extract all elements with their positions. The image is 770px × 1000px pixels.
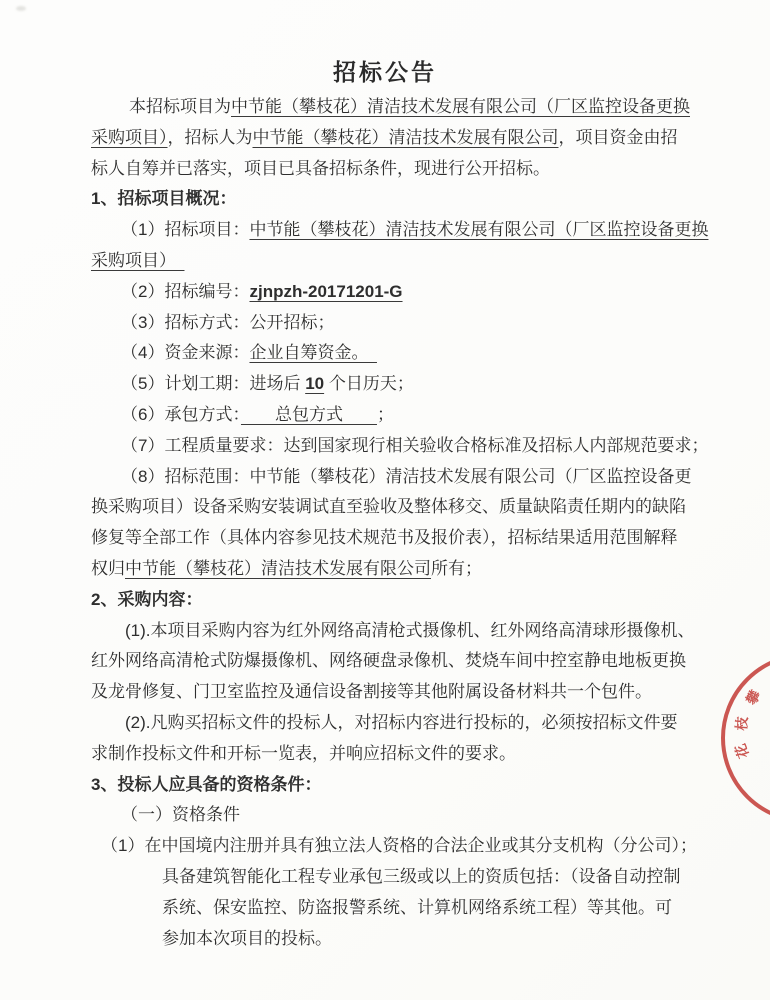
- text-segment: 换采购项目）设备采购安装调试直至验收及整体移交、质量缺陷责任期内的缺陷: [91, 497, 686, 517]
- text-segment: (1).本项目采购内容为红外网络高清枪式摄像机、红外网络高清球形摄像机、: [125, 620, 695, 640]
- text-line: [91, 431, 709, 462]
- text-line: [91, 800, 703, 831]
- text-segment: 2、采购内容：: [91, 589, 203, 609]
- text-line: [91, 677, 703, 708]
- text-segment: 3、投标人应具备的资格条件：: [91, 774, 322, 794]
- text-segment: 1、招标项目概况：: [91, 189, 237, 209]
- text-line: [91, 708, 703, 739]
- text-line: [91, 154, 703, 185]
- text-line: [91, 92, 703, 123]
- underlined-text-segment: 10: [305, 374, 325, 394]
- text-line: [91, 123, 703, 154]
- text-segment: 参加本次项目的投标。: [162, 928, 332, 948]
- document-title: 招标公告: [333, 59, 437, 85]
- text-line: [91, 770, 703, 801]
- text-segment: （1）在中国境内注册并具有独立法人资格的合法企业或其分支机构（分公司）；: [101, 836, 697, 856]
- text-segment: （2）招标编号：: [121, 281, 250, 301]
- text-line: [91, 308, 703, 339]
- text-segment: 求制作投标文件和开标一览表，并响应招标文件的要求。: [91, 743, 516, 763]
- text-line: [91, 400, 703, 431]
- text-line: [91, 862, 703, 893]
- text-segment: 修复等全部工作（具体内容参见技术规范书及报价表），招标结果适用范围解释: [91, 528, 678, 548]
- text-segment: （一）资格条件: [121, 805, 240, 825]
- text-line: [91, 277, 703, 308]
- text-segment: 标人自筹并已落实，项目已具备招标条件，现进行公开招标。: [91, 158, 550, 178]
- underlined-text-segment: 采购项目）: [91, 127, 168, 147]
- text-segment: 权归: [91, 558, 125, 578]
- seal-character: 攀: [742, 687, 764, 708]
- text-line: [91, 585, 703, 616]
- text-segment: （6）承包方式：: [121, 404, 241, 424]
- text-segment: 具备建筑智能化工程专业承包三级或以上的资质包括：（设备自动控制: [162, 866, 681, 886]
- text-segment: (2).凡购买招标文件的投标人，对招标内容进行投标的，必须按招标文件要: [125, 712, 678, 732]
- text-segment: 所有；: [431, 558, 482, 578]
- underlined-text-segment: 企业自筹资金。: [249, 343, 377, 363]
- text-line: [91, 616, 703, 647]
- text-segment: 及龙骨修复、门卫室监控及通信设备割接等其他附属设备材料共一个包件。: [91, 682, 652, 702]
- seal-circle-icon: [723, 655, 770, 821]
- text-line: [91, 338, 703, 369]
- text-line: [91, 893, 703, 924]
- text-segment: ，招标人为: [167, 127, 253, 147]
- text-segment: 系统、保安监控、防盗报警系统、计算机网络系统工程）等其他。可: [162, 897, 672, 917]
- text-line: [91, 554, 703, 585]
- text-segment: （4）资金来源：: [121, 343, 250, 363]
- text-segment: ，项目资金由招: [558, 127, 678, 147]
- text-segment: 个日历天；: [324, 374, 414, 394]
- text-line: [91, 215, 709, 246]
- underlined-text-segment: 中节能（攀枝花）清洁技术发展有限公司（厂区监控设备更换: [231, 97, 690, 116]
- underlined-text-segment: zjnpzh-20171201-G: [249, 281, 403, 301]
- underlined-text-segment: 总包方式: [240, 404, 377, 424]
- text-line: [91, 246, 703, 277]
- text-line: [91, 523, 703, 554]
- text-line: [91, 492, 703, 523]
- text-line: [91, 462, 703, 493]
- underlined-text-segment: 采购项目）: [91, 250, 185, 270]
- underlined-text-segment: 中节能（攀枝花）清洁技术发展有限公司: [125, 558, 431, 578]
- official-seal-stamp: [708, 636, 770, 842]
- seal-character: 枝: [733, 715, 751, 732]
- text-line: [91, 184, 703, 215]
- document-body: [91, 92, 709, 954]
- seal-character: 花: [731, 741, 752, 761]
- text-line: [91, 924, 703, 955]
- text-line: [91, 831, 703, 862]
- text-segment: （7）工程质量要求：达到国家现行相关验收合格标准及招标人内部规范要求；: [121, 435, 709, 455]
- text-segment: （5）计划工期：进场后: [121, 374, 306, 394]
- text-segment: ；: [376, 404, 394, 424]
- text-segment: （1）招标项目：: [121, 220, 250, 240]
- text-line: [91, 646, 703, 677]
- underlined-text-segment: 中节能（攀枝花）清洁技术发展有限公司（厂区监控设备更换: [249, 220, 709, 240]
- text-line: [91, 739, 703, 770]
- scan-artifact: [16, 6, 26, 11]
- underlined-text-segment: 中节能（攀枝花）清洁技术发展有限公司: [252, 127, 559, 147]
- text-line: [91, 369, 703, 400]
- text-segment: （8）招标范围：中节能（攀枝花）清洁技术发展有限公司（厂区监控设备更: [121, 466, 692, 486]
- text-segment: 红外网络高清枪式防爆摄像机、网络硬盘录像机、焚烧车间中控室静电地板更换: [91, 651, 686, 671]
- text-segment: 本招标项目为: [129, 97, 231, 116]
- text-segment: （3）招标方式：公开招标；: [121, 312, 335, 332]
